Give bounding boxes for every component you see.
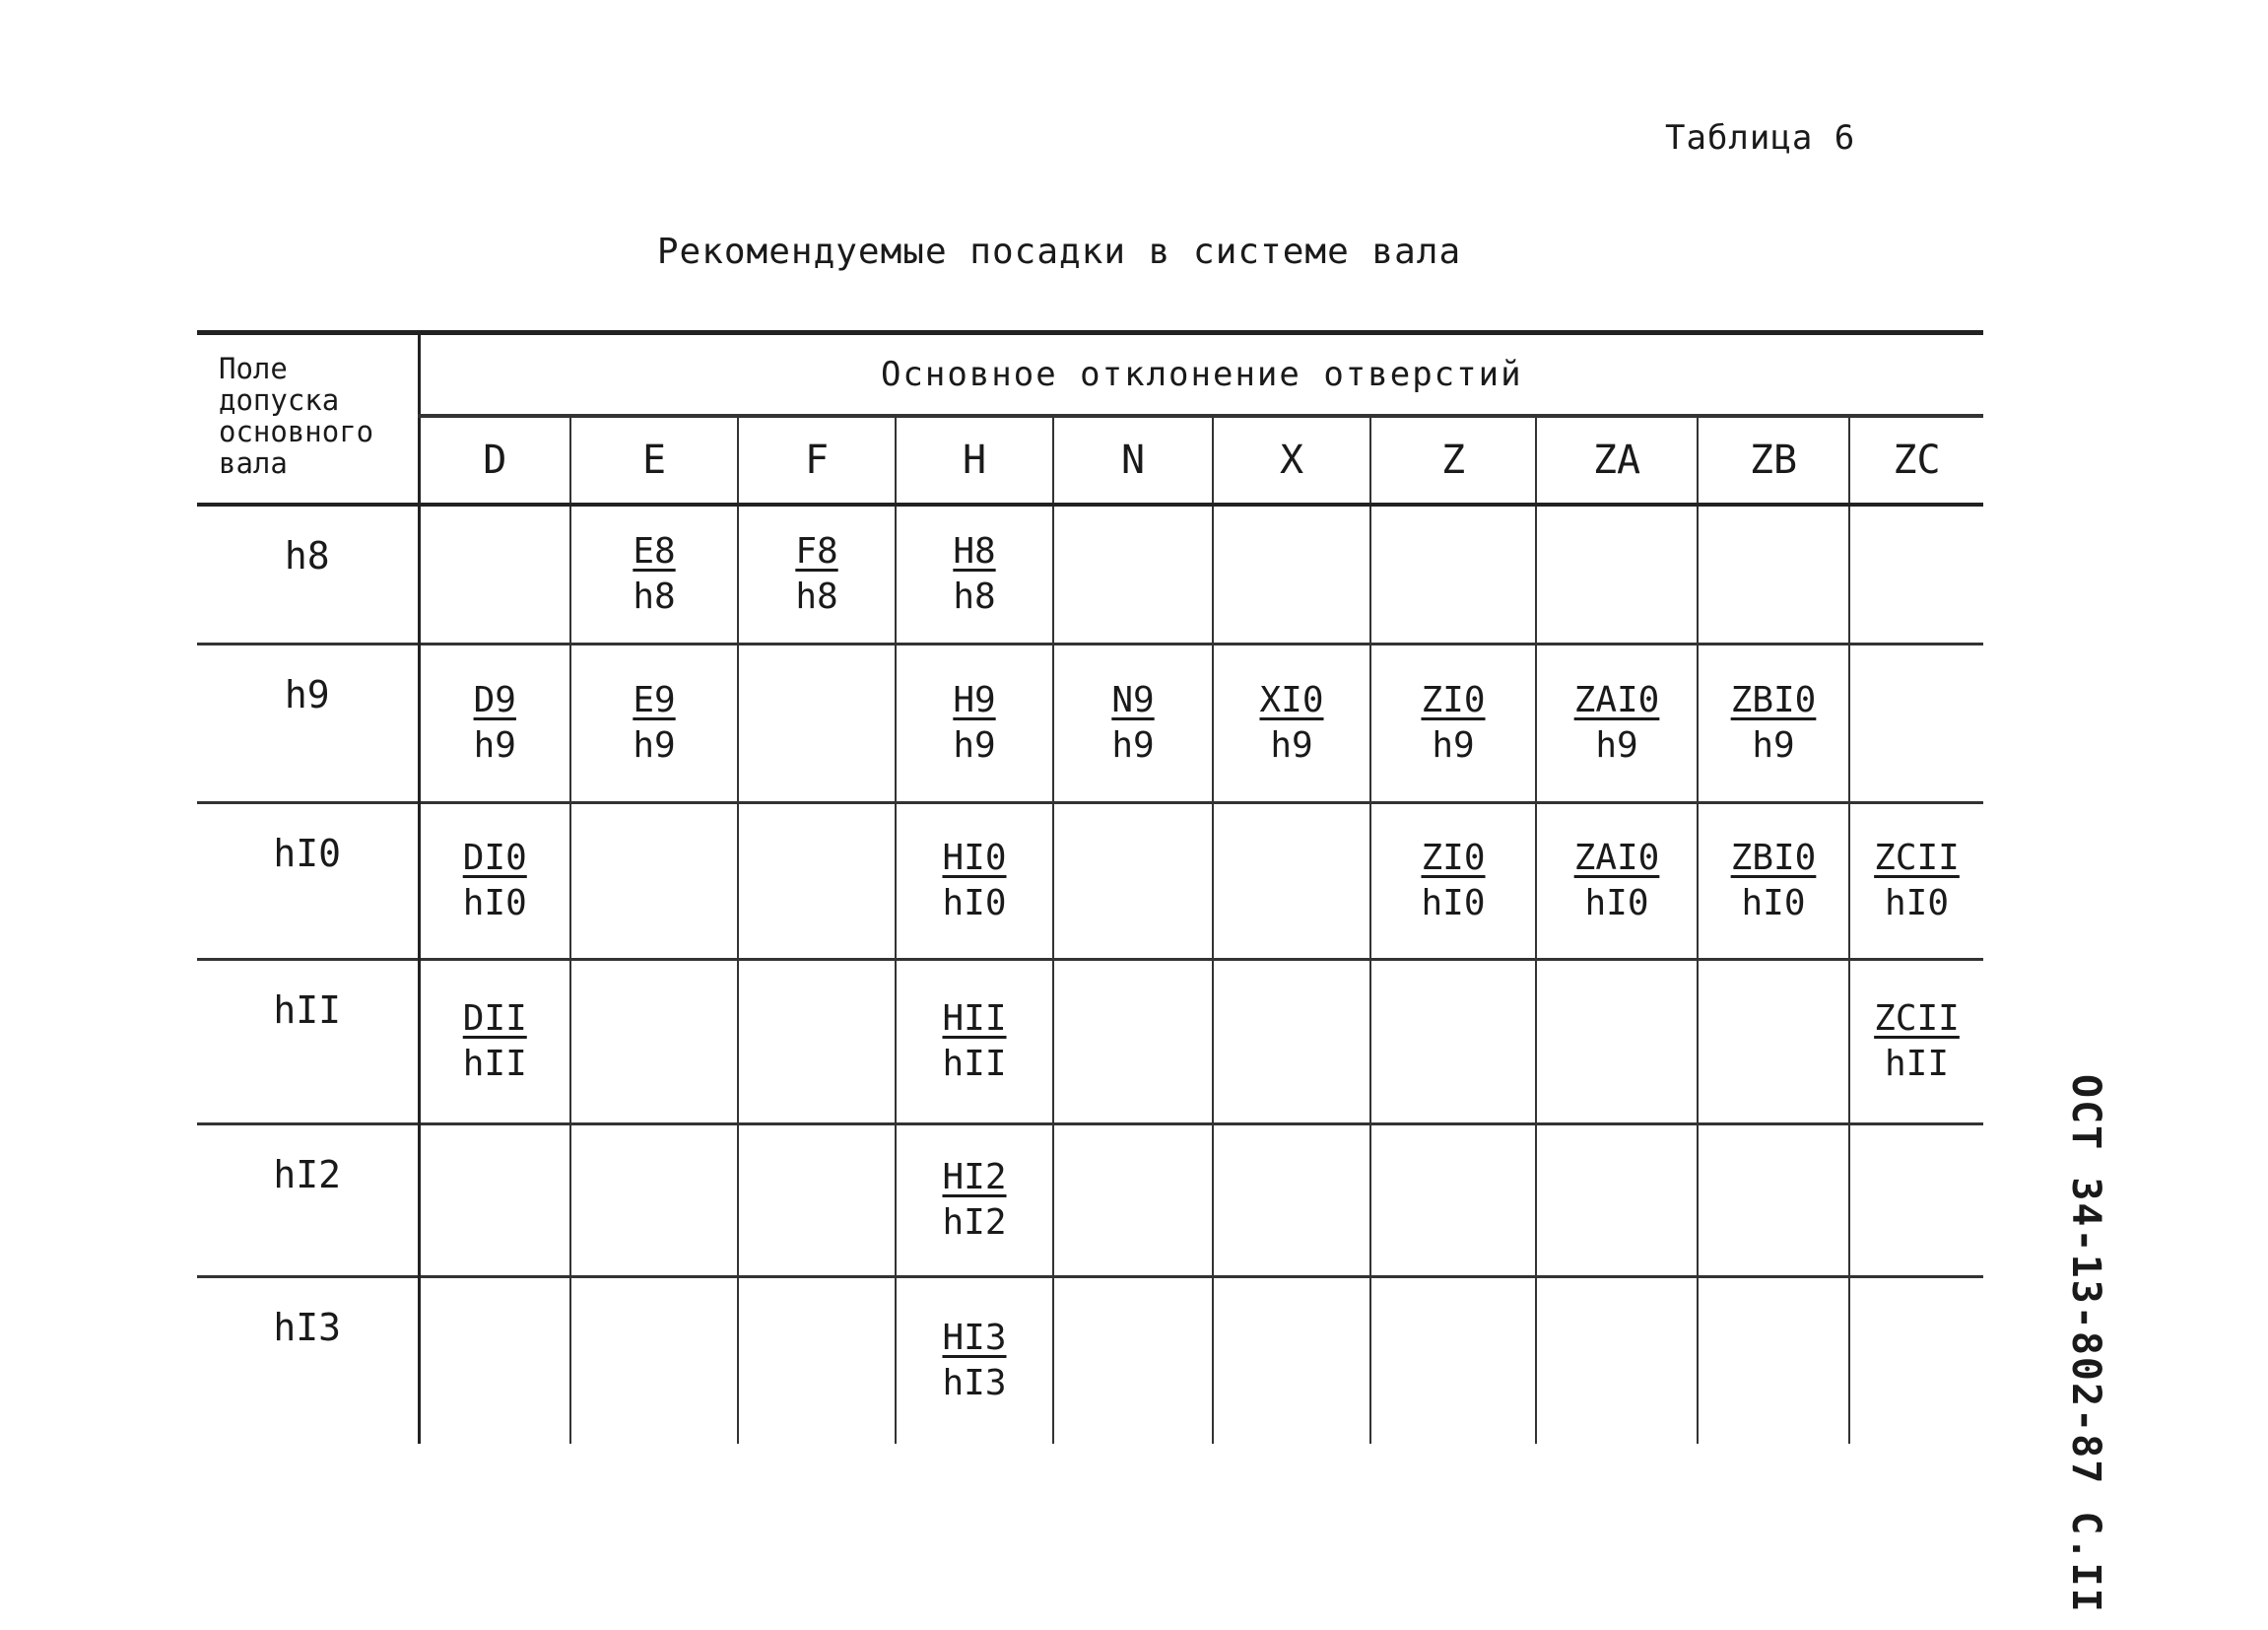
fit-cell (1536, 505, 1698, 645)
fit-cell (1849, 803, 1983, 960)
fit-cell (1370, 645, 1536, 803)
fit-cell (1698, 645, 1849, 803)
fit-cell (1698, 803, 1849, 960)
fit-cell (1849, 645, 1983, 803)
fits-table (197, 330, 1983, 1444)
fit-hole-tolerance: N9 (1111, 680, 1155, 720)
fit-shaft-tolerance: hI0 (1584, 883, 1649, 923)
fit-cell (570, 960, 738, 1124)
fit-shaft-tolerance: h9 (1595, 725, 1638, 766)
shaft-tolerance-label: h8 (197, 505, 419, 645)
fit-fraction (468, 681, 522, 766)
fit-fraction (789, 532, 843, 617)
fit-hole-tolerance: ZBI0 (1730, 838, 1817, 878)
fit-cell (1213, 1277, 1370, 1445)
fit-shaft-tolerance: hI0 (1884, 883, 1949, 923)
fit-shaft-tolerance: hI2 (942, 1202, 1007, 1243)
fit-cell (419, 505, 570, 645)
fit-cell (1370, 960, 1536, 1124)
fit-fraction (936, 999, 1012, 1084)
fit-hole-tolerance: E8 (633, 531, 676, 572)
fit-cell (570, 1277, 738, 1445)
corner-header-line: основного (219, 415, 374, 448)
fit-shaft-tolerance: h9 (1111, 725, 1155, 766)
column-header-n: N (1053, 416, 1213, 505)
fit-shaft-tolerance: h9 (953, 725, 996, 766)
fit-cell (570, 505, 738, 645)
fit-shaft-tolerance: h8 (795, 577, 838, 617)
fit-hole-tolerance: ZAI0 (1573, 680, 1660, 720)
fit-cell (419, 803, 570, 960)
fit-cell (1053, 803, 1213, 960)
fit-fraction (627, 532, 681, 617)
fit-fraction (936, 1319, 1012, 1403)
table-row (197, 1124, 1983, 1277)
fit-hole-tolerance: H8 (953, 531, 996, 572)
fit-cell (1370, 803, 1536, 960)
fit-cell (896, 1277, 1053, 1445)
fit-cell (1213, 803, 1370, 960)
fit-cell (1849, 960, 1983, 1124)
fit-hole-tolerance: ZCII (1874, 838, 1960, 878)
fit-fraction (947, 532, 1001, 617)
shaft-tolerance-label: hI0 (197, 803, 419, 960)
table-label: Таблица 6 (1665, 118, 1856, 158)
fit-fraction (936, 1158, 1012, 1243)
column-header-e: E (570, 416, 738, 505)
fit-cell (1213, 960, 1370, 1124)
fit-cell (1053, 1124, 1213, 1277)
fit-cell (896, 960, 1053, 1124)
fit-cell (1536, 803, 1698, 960)
fit-fraction (1253, 681, 1329, 766)
fit-cell (1698, 960, 1849, 1124)
fit-cell (896, 505, 1053, 645)
fit-fraction (1868, 999, 1966, 1084)
fit-shaft-tolerance: hI0 (462, 883, 527, 923)
table-row (197, 960, 1983, 1124)
fit-shaft-tolerance: hI0 (1421, 883, 1486, 923)
shaft-tolerance-label: hI2 (197, 1124, 419, 1277)
fit-shaft-tolerance: h9 (633, 725, 676, 766)
fit-shaft-tolerance: hII (942, 1044, 1007, 1084)
fit-fraction (1415, 681, 1491, 766)
fit-cell (738, 1277, 896, 1445)
fit-cell (1370, 505, 1536, 645)
corner-header-line: Поле (219, 352, 288, 385)
fit-fraction (1725, 681, 1823, 766)
fit-fraction (1568, 839, 1666, 923)
fit-hole-tolerance: ZI0 (1421, 838, 1486, 878)
fit-shaft-tolerance: hI0 (942, 883, 1007, 923)
fit-hole-tolerance: XI0 (1259, 680, 1324, 720)
fit-hole-tolerance: ZBI0 (1730, 680, 1817, 720)
fit-cell (1053, 645, 1213, 803)
fit-fraction (1725, 839, 1823, 923)
fit-cell (738, 505, 896, 645)
fit-hole-tolerance: ZI0 (1421, 680, 1486, 720)
fit-cell (1698, 505, 1849, 645)
fit-fraction (1105, 681, 1160, 766)
shaft-tolerance-label: h9 (197, 645, 419, 803)
column-header-z: Z (1370, 416, 1536, 505)
fit-hole-tolerance: HI0 (942, 838, 1007, 878)
fit-hole-tolerance: E9 (633, 680, 676, 720)
fit-cell (419, 960, 570, 1124)
fit-cell (1849, 1277, 1983, 1445)
fit-cell (738, 1124, 896, 1277)
table-row (197, 1277, 1983, 1445)
shaft-tolerance-label: hI3 (197, 1277, 419, 1445)
fit-cell (1053, 505, 1213, 645)
fit-cell (1053, 960, 1213, 1124)
fit-fraction (457, 999, 533, 1084)
fit-cell (1370, 1124, 1536, 1277)
fit-hole-tolerance: ZCII (1874, 998, 1960, 1039)
fit-cell (1849, 1124, 1983, 1277)
fit-cell (419, 645, 570, 803)
fit-cell (1698, 1277, 1849, 1445)
fit-shaft-tolerance: hI3 (942, 1363, 1007, 1403)
fit-shaft-tolerance: h9 (1270, 725, 1313, 766)
fit-cell (1370, 1277, 1536, 1445)
fit-fraction (1568, 681, 1666, 766)
fit-cell (570, 645, 738, 803)
fit-cell (1536, 1124, 1698, 1277)
column-header-row (197, 416, 1983, 505)
fit-shaft-tolerance: h9 (1752, 725, 1795, 766)
fit-shaft-tolerance: h8 (633, 577, 676, 617)
fit-cell (738, 803, 896, 960)
fit-cell (1698, 1124, 1849, 1277)
fit-cell (738, 960, 896, 1124)
fit-cell (419, 1277, 570, 1445)
fit-hole-tolerance: ZAI0 (1573, 838, 1660, 878)
fit-hole-tolerance: HI2 (942, 1157, 1007, 1197)
column-header-zc: ZC (1849, 416, 1983, 505)
fit-fraction (947, 681, 1001, 766)
table-body (197, 505, 1983, 1444)
fit-cell (570, 1124, 738, 1277)
fit-cell (1053, 1277, 1213, 1445)
group-header: Основное отклонение отверстий (419, 333, 1983, 417)
fit-shaft-tolerance: h9 (473, 725, 516, 766)
fit-fraction (457, 839, 533, 923)
fit-hole-tolerance: HII (942, 998, 1007, 1039)
fit-hole-tolerance: HI3 (942, 1318, 1007, 1358)
fit-hole-tolerance: DII (462, 998, 527, 1039)
fit-cell (1849, 505, 1983, 645)
column-header-za: ZA (1536, 416, 1698, 505)
fit-cell (570, 803, 738, 960)
fit-cell (1213, 645, 1370, 803)
table-row (197, 645, 1983, 803)
fit-hole-tolerance: DI0 (462, 838, 527, 878)
column-header-d: D (419, 416, 570, 505)
fit-fraction (1868, 839, 1966, 923)
fit-hole-tolerance: H9 (953, 680, 996, 720)
fit-cell (1213, 505, 1370, 645)
fit-shaft-tolerance: hI0 (1741, 883, 1806, 923)
column-header-zb: ZB (1698, 416, 1849, 505)
fit-cell (1213, 1124, 1370, 1277)
fit-shaft-tolerance: h8 (953, 577, 996, 617)
corner-header-line: вала (219, 446, 288, 480)
fit-cell (419, 1124, 570, 1277)
fit-fraction (627, 681, 681, 766)
fit-shaft-tolerance: hII (462, 1044, 527, 1084)
fit-cell (896, 803, 1053, 960)
fit-cell (1536, 645, 1698, 803)
table-row (197, 505, 1983, 645)
table-row (197, 803, 1983, 960)
fit-cell (1536, 1277, 1698, 1445)
fit-fraction (1415, 839, 1491, 923)
fit-cell (1536, 960, 1698, 1124)
corner-header-line: допуска (219, 383, 340, 417)
fit-cell (738, 645, 896, 803)
fit-fraction (936, 839, 1012, 923)
fit-cell (896, 645, 1053, 803)
column-header-h: H (896, 416, 1053, 505)
fit-shaft-tolerance: h9 (1432, 725, 1475, 766)
column-header-f: F (738, 416, 896, 505)
fit-hole-tolerance: D9 (473, 680, 516, 720)
corner-header (197, 333, 419, 506)
fit-cell (896, 1124, 1053, 1277)
table-title: Рекомендуемые посадки в системе вала (656, 232, 1462, 272)
document-code: ОСТ 34-13-802-87 С.II (2063, 1074, 2108, 1614)
fit-shaft-tolerance: hII (1884, 1044, 1949, 1084)
fit-hole-tolerance: F8 (795, 531, 838, 572)
shaft-tolerance-label: hII (197, 960, 419, 1124)
column-header-x: X (1213, 416, 1370, 505)
